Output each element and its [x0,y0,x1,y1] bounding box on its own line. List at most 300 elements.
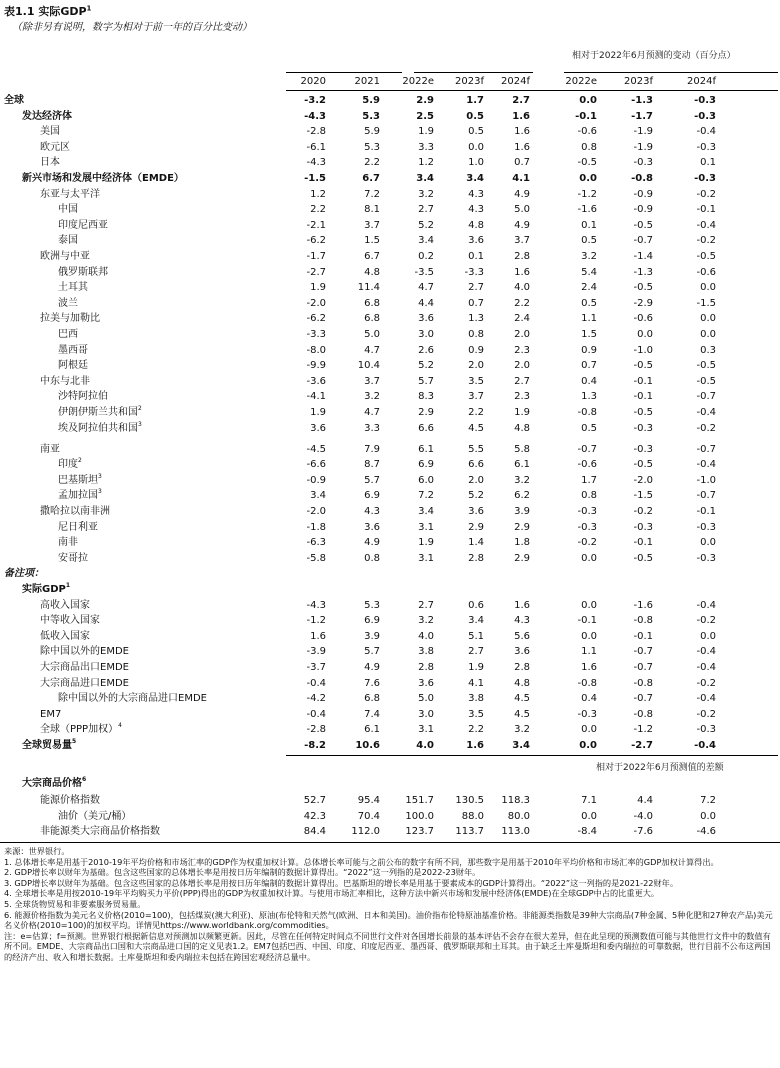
footnote-marker: 2 [78,457,82,465]
table-cell: 4.7 [364,407,380,418]
row-label [22,582,70,598]
table-cell: -0.2 [696,677,716,689]
table-cell: 0.5 [581,422,597,434]
table-cell: -6.1 [306,141,326,153]
table-cell: 100.0 [405,810,434,822]
footnote-marker: 2 [138,405,142,412]
table-cell: 3.3 [418,141,434,153]
table-cell: 2.0 [468,360,484,372]
table-row [0,405,780,421]
table-cell: 2.7 [514,375,530,387]
table-cell: 5.0 [418,693,434,705]
table-cell: 5.9 [362,95,380,106]
table-cell: -1.6 [633,599,653,611]
row-label-text: 中国 [58,204,78,216]
table-cell: -0.2 [696,422,716,434]
table-cell: -0.3 [696,552,716,564]
table-cell: -4.3 [306,157,326,169]
table-cell: -1.3 [633,266,653,278]
table-cell: 1.1 [581,313,597,325]
table-row [0,582,780,598]
table-cell: -0.7 [633,693,653,705]
table-cell: 6.7 [364,251,380,262]
table-row [0,566,780,582]
row-label-text: 印度尼西亚 [58,219,108,231]
row-label-text: 巴西 [58,329,78,340]
table-cell: -0.4 [306,677,326,689]
table-cell: -2.8 [306,126,326,138]
table-cell: 3.6 [364,521,380,533]
table-cell: -1.9 [633,141,653,153]
table-cell: 0.4 [581,693,597,705]
table-title-text: 表1.1 实际GDP [4,5,87,18]
table-cell: 8.1 [364,204,380,216]
table-cell: 0.0 [700,810,716,822]
table-cell: 1.2 [418,157,434,169]
table-cell: -0.9 [306,474,326,486]
row-label [40,598,90,614]
table-cell: 1.6 [466,740,484,751]
table-cell: 2.2 [468,407,484,418]
table-cell: 2.8 [468,552,484,564]
table-cell: 10.6 [355,740,380,751]
row-label-text: 备注项： [4,568,44,580]
table-cell: 123.7 [405,826,434,838]
table-cell: 4.4 [418,297,434,309]
row-label [40,793,100,809]
table-cell: 3.6 [468,506,484,517]
table-cell: -4.2 [306,693,326,705]
table-cell: 1.6 [310,630,326,642]
row-label [40,311,100,327]
table-row [0,613,780,629]
table-cell: 11.4 [357,282,380,294]
table-cell: 1.9 [310,282,326,294]
table-cell: -0.1 [696,506,716,517]
row-label [22,776,86,792]
table-cell: -1.0 [696,474,716,486]
column-header: 2024f [687,76,716,87]
table-cell: -1.7 [306,251,326,262]
row-label-text: 新兴市场和发展中经济体（EMDE） [22,173,184,184]
table-cell: 3.2 [418,188,434,200]
table-cell: 4.0 [418,630,434,642]
table-cell: 0.0 [581,810,597,822]
table-row [0,629,780,645]
table-cell: 4.1 [512,173,530,184]
table-cell: -0.5 [696,375,716,387]
table-cell: -8.2 [304,740,326,751]
table-cell: 2.9 [418,407,434,418]
table-cell: 0.8 [364,552,380,564]
table-row [0,707,780,723]
table-row [0,311,780,327]
forecast-change-note: 相对于2022年6月预测的变动（百分点） [572,51,736,61]
row-label [58,218,108,234]
table-cell: 0.8 [468,329,484,340]
row-label-text: 除中国以外的EMDE [40,646,129,658]
table-cell: 0.0 [700,313,716,325]
table-title [4,3,91,19]
row-label-text: 全球 [4,95,24,106]
table-cell: 6.6 [468,459,484,471]
table-cell: -0.4 [696,599,716,611]
table-cell: -0.5 [633,407,653,418]
table-cell: 10.4 [357,360,380,372]
table-cell: 2.3 [514,344,530,356]
table-cell: -7.6 [633,826,653,838]
row-label-text: 大宗商品价格 [22,777,82,789]
table-cell: -0.1 [696,204,716,216]
table-cell: -0.7 [633,662,653,673]
row-label [58,389,108,405]
table-cell: 5.9 [364,126,380,138]
table-cell: -0.2 [696,708,716,720]
row-label [4,566,44,582]
table-cell: 1.3 [581,391,597,403]
row-label-text: 大宗商品进口EMDE [40,677,129,689]
table-cell: 5.8 [514,443,530,455]
table-cell: 1.6 [514,266,530,278]
row-label [58,488,102,504]
table-cell: 1.4 [468,537,484,549]
table-cell: -2.8 [306,724,326,736]
row-label-text: 巴基斯坦 [58,474,98,486]
row-label-text: 墨西哥 [58,344,88,356]
table-cell: -0.4 [696,459,716,471]
table-row [0,171,780,187]
table-cell: -1.9 [633,126,653,138]
table-cell: 1.6 [514,599,530,611]
table-cell: -3.6 [306,375,326,387]
table-cell: 6.9 [364,615,380,627]
table-cell: -0.8 [633,615,653,627]
table-cell: 5.0 [514,204,530,216]
table-cell: -1.0 [633,344,653,356]
table-cell: 8.7 [364,459,380,471]
row-label [40,629,90,645]
table-cell: 4.5 [514,693,530,705]
table-cell: -0.5 [633,219,653,231]
column-header: 2023f [455,76,484,87]
row-label [58,280,88,296]
table-cell: -0.7 [696,391,716,403]
table-row [0,691,780,707]
table-cell: 7.4 [364,708,380,720]
table-cell: 5.7 [364,474,380,486]
table-cell: -6.2 [306,235,326,247]
footnotes [4,846,776,963]
row-label [40,707,61,723]
table-cell: 0.8 [581,141,597,153]
table-cell: 3.1 [418,521,434,533]
table-cell: 3.0 [418,329,434,340]
row-label [40,140,70,156]
table-cell: -4.1 [306,391,326,403]
table-cell: 1.8 [514,537,530,549]
table-cell: 3.4 [468,615,484,627]
table-row [0,660,780,676]
table-cell: 5.3 [364,599,380,611]
table-cell: 2.2 [468,724,484,736]
table-cell: 7.9 [364,443,380,455]
table-cell: 0.0 [700,282,716,294]
table-cell: -1.8 [306,521,326,533]
table-cell: 4.9 [364,662,380,673]
row-label [40,442,60,458]
table-row [0,421,780,437]
table-cell: 3.9 [364,630,380,642]
footnote-marker: 3 [138,420,142,428]
table-cell: -0.6 [577,459,597,471]
row-label-text: 日本 [40,157,60,169]
table-cell: -1.5 [696,297,716,309]
table-cell: -8.0 [306,344,326,356]
footnote-marker: 5 [72,738,77,745]
row-label-text: 非能源类大宗商品价格指数 [40,826,160,838]
row-label [58,809,131,825]
table-cell: 113.7 [455,826,484,838]
table-cell: 6.1 [514,459,530,471]
table-cell: 5.2 [468,490,484,502]
table-cell: -0.8 [633,677,653,689]
table-cell: 5.2 [418,219,434,231]
table-cell: 4.9 [514,188,530,200]
table-cell: 4.7 [364,344,380,356]
table-cell: 5.7 [418,375,434,387]
table-cell: 5.7 [364,646,380,658]
table-cell: 6.1 [418,443,434,455]
table-cell: 3.8 [418,646,434,658]
table-cell: -0.6 [696,266,716,278]
table-cell: -0.1 [577,615,597,627]
row-label-text: 欧元区 [40,141,70,153]
footnote-marker: 4 [118,722,122,730]
table-cell: -0.3 [696,141,716,153]
table-cell: 3.7 [364,375,380,387]
table-cell: 1.7 [581,474,597,486]
table-cell: 3.5 [468,375,484,387]
table-cell: -0.9 [633,204,653,216]
table-cell: -0.1 [633,391,653,403]
table-row [0,265,780,281]
table-cell: 0.5 [466,110,484,122]
row-label-text: 埃及阿拉伯共和国 [58,422,138,434]
footnote: 来源：世界银行。 [4,846,70,856]
table-row [0,93,780,109]
row-label [40,824,160,840]
table-cell: -0.4 [306,708,326,720]
table-cell: 3.2 [514,724,530,736]
table-row [0,824,780,840]
table-cell: 0.7 [468,297,484,309]
table-cell: -4.0 [633,810,653,822]
table-cell: 0.7 [514,157,530,169]
table-cell: 4.9 [364,537,380,549]
row-label-text: 大宗商品出口EMDE [40,662,129,673]
table-row [0,598,780,614]
row-label [58,535,78,551]
footnote: 4. 全球增长率是用按2010-19年平均购买力平价(PPP)得出的GDP为权重加权计算。与使用市场汇率相比，这种方法中新兴市场和发展中经济体(EMDE)在全球GDP中占的比重更大。 [4,888,660,899]
row-label-text: 除中国以外的大宗商品进口EMDE [58,693,207,705]
table-cell: -1.6 [577,204,597,216]
table-cell: -0.3 [633,422,653,434]
table-cell: 2.9 [514,552,530,564]
table-cell: 2.9 [514,521,530,533]
table-cell: -1.3 [631,95,653,106]
table-cell: 8.3 [418,391,434,403]
table-cell: 2.4 [514,313,530,325]
table-cell: -0.3 [633,157,653,169]
table-cell: 2.0 [514,360,530,372]
table-cell: 3.0 [418,708,434,720]
column-header: 2022e [402,76,434,87]
table-cell: 3.6 [514,646,530,658]
table-cell: 112.0 [351,826,380,838]
table-row [0,676,780,692]
table-cell: -4.3 [304,110,326,122]
row-label-text: 油价（美元/桶） [58,810,132,822]
table-cell: 0.0 [637,329,653,340]
row-label-text: 拉美与加勒比 [40,313,100,325]
table-cell: -0.5 [696,251,716,262]
table-row [0,296,780,312]
column-header: 2022e [565,76,597,87]
table-cell: 1.5 [581,329,597,340]
table-cell: 3.4 [416,173,434,184]
table-cell: 118.3 [501,795,530,807]
table-row [0,520,780,536]
table-cell: -0.3 [577,521,597,533]
table-cell: 70.4 [357,810,380,822]
row-label-text: 中等收入国家 [40,615,100,627]
table-cell: -3.3 [464,266,484,278]
row-label-text: 伊朗伊斯兰共和国 [58,407,138,418]
table-cell: 1.9 [418,537,434,549]
table-cell: 0.0 [581,599,597,611]
table-cell: -2.9 [633,297,653,309]
row-label [22,738,76,754]
header-rule-right [564,72,778,73]
table-cell: 7.1 [581,795,597,807]
table-cell: 4.1 [468,677,484,689]
table-cell: -0.3 [633,443,653,455]
table-cell: -0.2 [633,506,653,517]
table-row [0,473,780,489]
table-cell: 3.5 [468,708,484,720]
table-cell: 4.7 [418,282,434,294]
table-cell: 3.2 [514,474,530,486]
table-cell: 2.4 [581,282,597,294]
table-cell: 4.5 [514,708,530,720]
table-cell: -2.0 [306,297,326,309]
table-cell: -0.4 [696,646,716,658]
table-cell: 151.7 [405,795,434,807]
row-label-text: 土耳其 [58,282,88,294]
table-cell: 4.3 [468,204,484,216]
header-rule-mid [414,72,533,73]
table-cell: 3.2 [364,391,380,403]
table-cell: -0.4 [696,219,716,231]
row-label-text: 全球贸易量 [22,740,72,751]
table-row [0,793,780,809]
footnote: 1. 总体增长率是用基于2010-19年平均价格和市场汇率的GDP作为权重加权计算。总体增长率可能与之前公布的数字有所不同，那些数字是用基于2010年平均价格和市场汇率的GDP加权计算得出。 [4,856,719,867]
table-cell: 4.8 [364,266,380,278]
table-cell: -0.2 [696,615,716,627]
row-label [58,457,82,473]
table-cell: 0.5 [581,235,597,247]
table-cell: 1.6 [512,110,530,122]
table-cell: 2.7 [512,95,530,106]
table-cell: -0.5 [633,282,653,294]
table-cell: 7.2 [418,490,434,502]
table-cell: 2.7 [418,204,434,216]
table-cell: 6.9 [364,490,380,502]
table-cell: -6.2 [306,313,326,325]
table-cell: 0.1 [581,219,597,231]
table-row [0,187,780,203]
table-cell: 0.7 [581,360,597,372]
footnote: 5. 全球货物贸易和非要素服务贸易量。 [4,898,146,909]
table-cell: -1.7 [631,110,653,122]
table-cell: 7.2 [700,795,716,807]
row-label [58,520,98,536]
table-row [0,457,780,473]
row-label [40,644,129,660]
table-cell: 2.0 [468,474,484,486]
table-row [0,809,780,825]
table-cell: 6.0 [418,474,434,486]
table-cell: 6.8 [364,297,380,309]
table-cell: 1.0 [468,157,484,169]
table-cell: 0.0 [700,630,716,642]
table-cell: -1.2 [306,615,326,627]
table-cell: -0.6 [577,126,597,138]
table-cell: 5.3 [362,110,380,122]
table-cell: -0.7 [633,235,653,247]
table-row [0,327,780,343]
row-label [40,613,100,629]
table-cell: 3.2 [581,251,597,262]
table-cell: 3.8 [468,693,484,705]
table-cell: 0.9 [581,344,597,356]
table-cell: 0.4 [581,375,597,387]
table-cell: -1.2 [577,188,597,200]
table-row [0,109,780,125]
table-cell: 0.9 [468,344,484,356]
table-cell: -2.0 [633,474,653,486]
table-cell: 2.7 [468,646,484,658]
table-cell: 2.6 [418,344,434,356]
table-cell: -0.3 [694,110,716,122]
table-cell: -0.4 [696,693,716,705]
table-cell: 5.0 [364,329,380,340]
table-cell: -0.2 [696,188,716,200]
table-cell: 1.7 [466,95,484,106]
row-label [40,124,60,140]
table-cell: -0.1 [633,537,653,549]
footnote: 3. GDP增长率以财年为基础。包含这些国家的总体增长率是用按日历年编制的数据计算得出。巴基斯坦的增长率是用基于要素成本的GDP计算得出。“2022”这一列指的是2021-22财年。 [4,877,679,888]
row-label-text: 阿根廷 [58,360,88,372]
table-cell: -4.6 [696,826,716,838]
row-label [58,358,88,374]
table-cell: -6.3 [306,537,326,549]
table-cell: 5.4 [581,266,597,278]
table-cell: 1.9 [310,407,326,418]
table-cell: 2.8 [514,251,530,262]
table-cell: -1.2 [633,724,653,736]
table-cell: -2.0 [306,506,326,517]
